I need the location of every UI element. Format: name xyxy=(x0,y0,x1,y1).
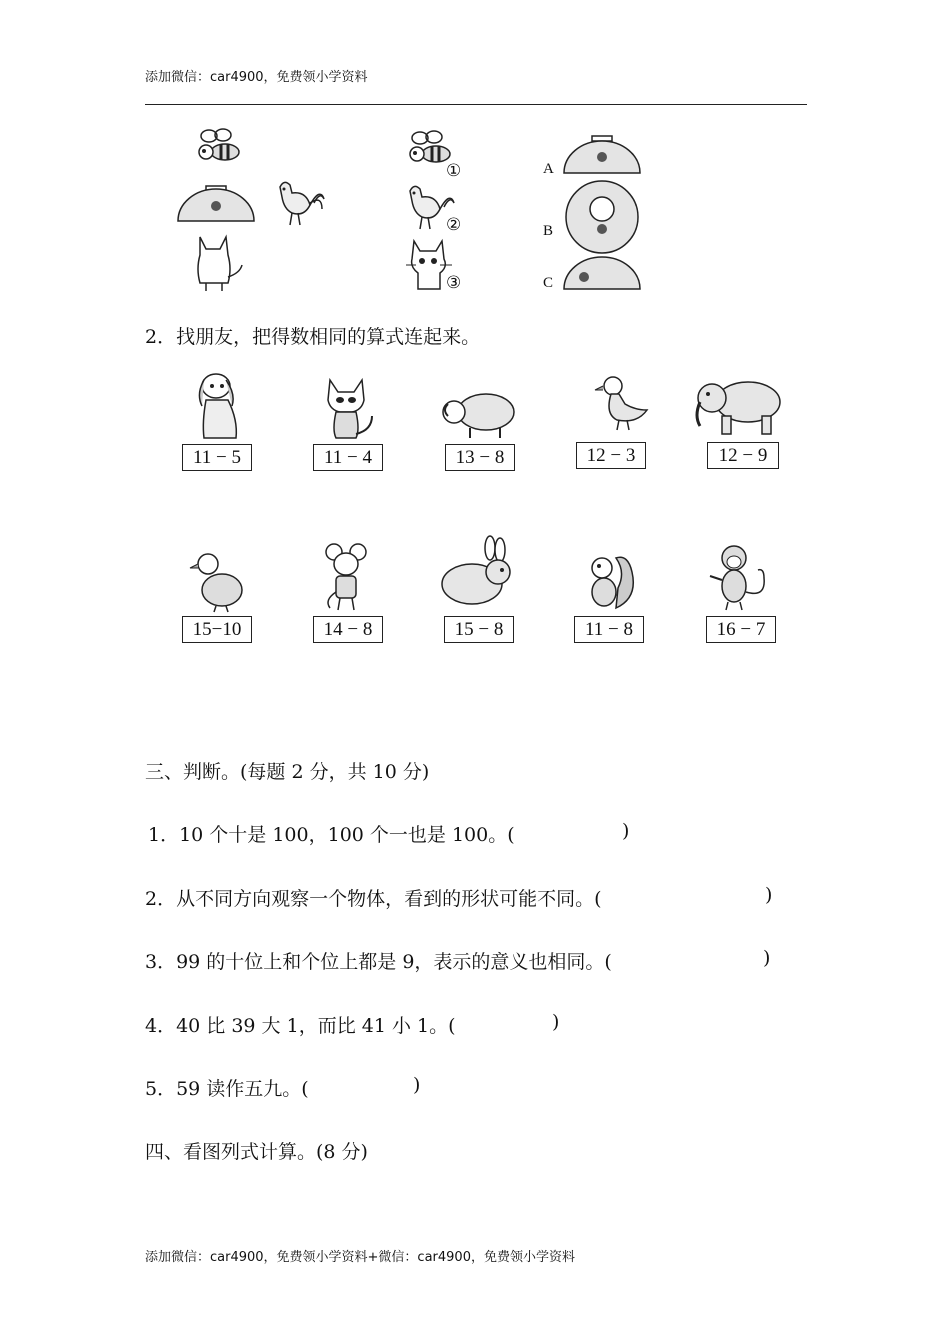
section3-title: 三、判断。(每题 2 分，共 10 分) xyxy=(145,761,430,783)
rabbit-icon xyxy=(436,538,518,610)
header-note: 添加微信：car4900，免费领小学资料 xyxy=(145,70,368,85)
tf-item-2: 2．从不同方向观察一个物体，看到的形状可能不同。( xyxy=(145,888,602,910)
expr-box-row2-3[interactable]: 15 − 8 xyxy=(444,616,514,643)
tf-item-3-answer-close[interactable]: ) xyxy=(763,947,771,969)
monkey-icon xyxy=(708,542,770,612)
bowl-side-view-icon xyxy=(562,135,642,177)
squirrel-icon xyxy=(586,548,638,610)
cat-icon xyxy=(322,376,378,442)
footer-note: 添加微信：car4900，免费领小学资料+微信：car4900，免费领小学资料 xyxy=(145,1250,575,1265)
tf-item-5: 5．59 读作五九。( xyxy=(145,1078,309,1100)
option-label-c: C xyxy=(543,275,554,291)
bowl-other-view-icon xyxy=(562,255,642,291)
rooster-icon xyxy=(270,177,326,227)
tf-item-5-answer-close[interactable]: ) xyxy=(413,1074,421,1096)
tf-item-1-answer-close[interactable]: ) xyxy=(622,820,630,842)
tf-item-3: 3．99 的十位上和个位上都是 9，表示的意义也相同。( xyxy=(145,951,612,973)
header-rule xyxy=(145,104,807,105)
expr-box-row2-2[interactable]: 14 − 8 xyxy=(313,616,383,643)
bowl-top-view-icon xyxy=(564,179,640,255)
expr-box-row2-4[interactable]: 11 − 8 xyxy=(574,616,644,643)
duck-icon xyxy=(595,374,651,432)
tf-item-2-answer-close[interactable]: ) xyxy=(765,884,773,906)
tf-item-1: 1．10 个十是 100，100 个一也是 100。( xyxy=(148,824,515,846)
expr-box-row1-4[interactable]: 12 − 3 xyxy=(576,442,646,469)
tf-item-4-answer-close[interactable]: ) xyxy=(552,1011,560,1033)
mouse-icon xyxy=(320,542,376,614)
expr-box-row1-3[interactable]: 13 − 8 xyxy=(445,444,515,471)
q2-title: 2．找朋友，把得数相同的算式连起来。 xyxy=(145,326,481,348)
duckling-icon xyxy=(190,550,246,614)
view-marker-2: ② xyxy=(446,215,462,235)
view-marker-1: ① xyxy=(446,161,462,181)
expr-box-row2-1[interactable]: 15−10 xyxy=(182,616,252,643)
dog-icon xyxy=(192,370,244,442)
observation-figure xyxy=(170,125,670,300)
section4-title: 四、看图列式计算。(8 分) xyxy=(145,1141,368,1163)
tf-item-4: 4．40 比 39 大 1，而比 41 小 1。( xyxy=(145,1015,456,1037)
expr-box-row1-1[interactable]: 11 − 5 xyxy=(182,444,252,471)
sheep-icon xyxy=(440,390,518,440)
view-marker-3: ③ xyxy=(446,273,462,293)
bee-icon xyxy=(195,127,243,165)
expr-box-row1-5[interactable]: 12 − 9 xyxy=(707,442,779,469)
expr-box-row2-5[interactable]: 16 − 7 xyxy=(706,616,776,643)
elephant-icon xyxy=(692,376,788,438)
option-label-b: B xyxy=(543,223,554,239)
option-label-a: A xyxy=(543,161,554,177)
expr-box-row1-2[interactable]: 11 − 4 xyxy=(313,444,383,471)
cat-back-icon xyxy=(188,233,244,293)
bowl-icon xyxy=(176,185,256,225)
